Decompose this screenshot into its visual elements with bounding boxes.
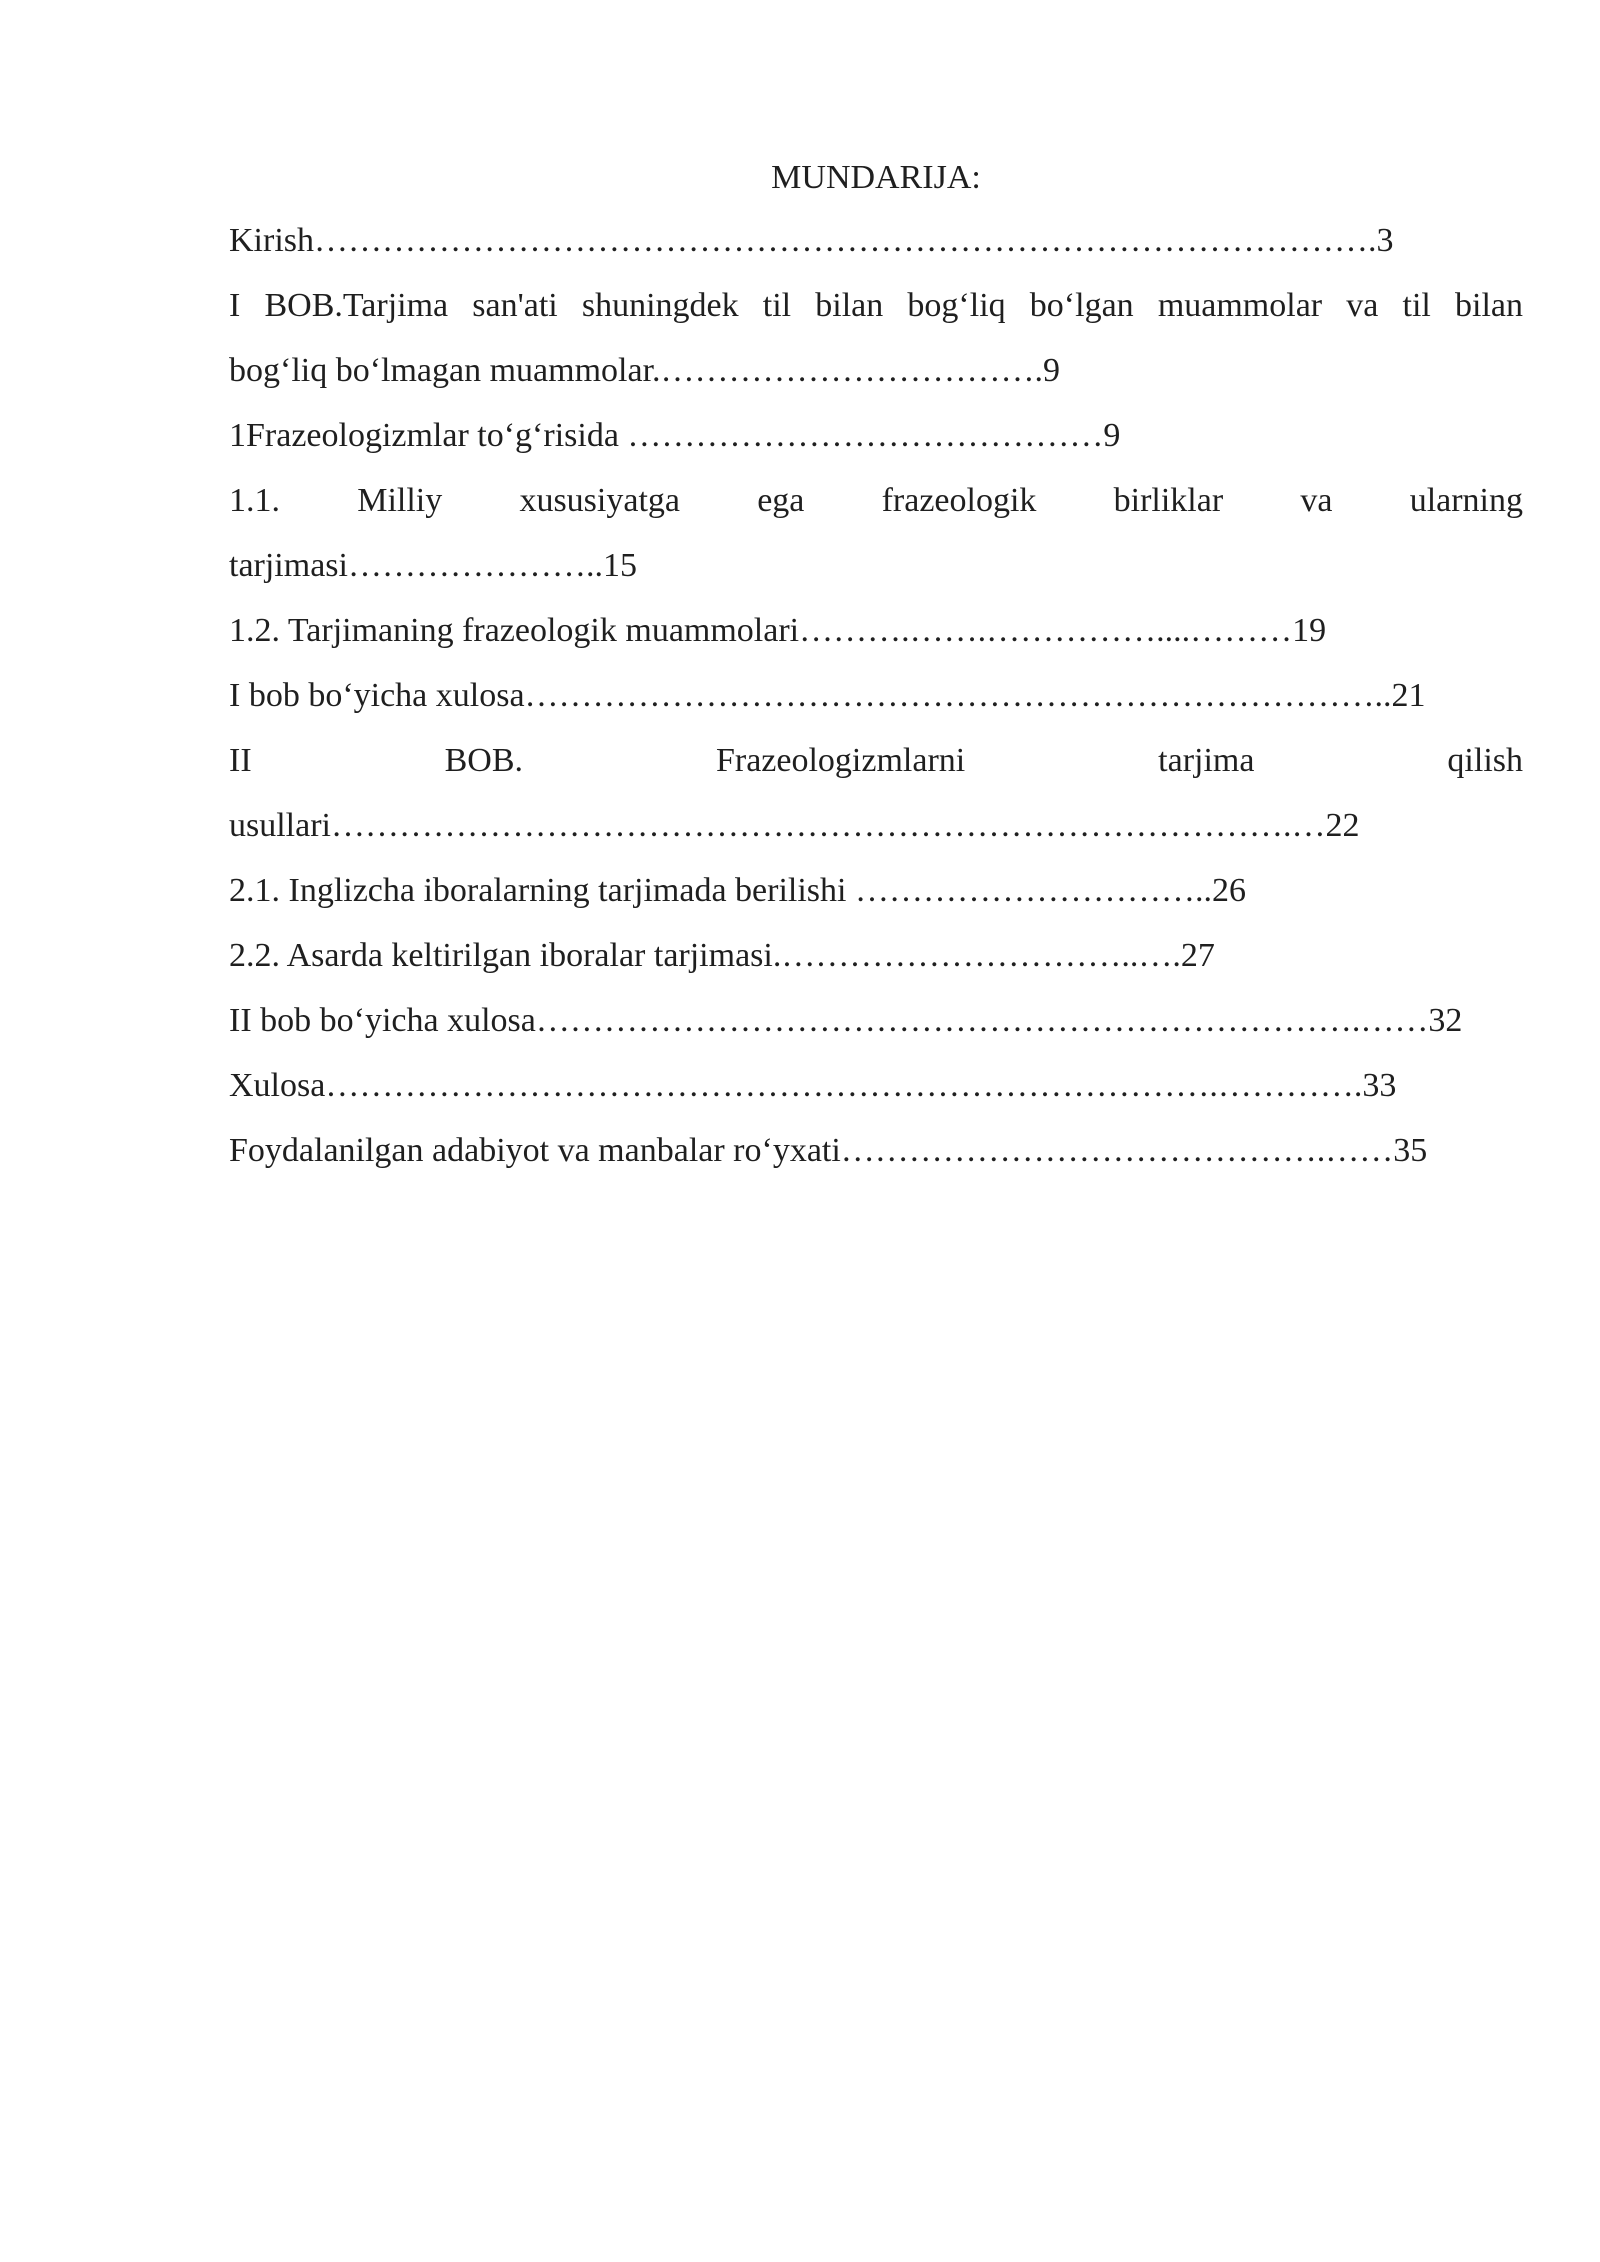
table-of-contents	[229, 148, 1523, 1183]
toc-entry-xulosa: Xulosa…………………………………………………………………….………….33	[229, 1067, 1397, 1104]
toc-entry-bob-2-xulosa: II bob bo‘yicha xulosa……………………………………………………………….……32	[229, 1002, 1463, 1039]
toc-entry-2-1: 2.1. Inglizcha iboralarning tarjimada berilishi …………………………..26	[229, 872, 1246, 909]
toc-entry-1-1-line-2: tarjimasi…………………..15	[229, 547, 637, 584]
toc-entry-bob-1-xulosa: I bob bo‘yicha xulosa…………………………………………………………………..21	[229, 677, 1426, 714]
toc-title: MUNDARIJA:	[771, 159, 981, 196]
toc-entry-kirish: Kirish………………………………………………………………………………….3	[229, 222, 1394, 259]
toc-entry-1-1-line-1: 1.1. Milliy xususiyatga ega frazeologik birliklar va ularning	[229, 482, 1523, 519]
toc-entry-1-2: 1.2. Tarjimaning frazeologik muammolari……….…….……………....………19	[229, 612, 1327, 649]
toc-entry-bob-1-line-2: bog‘liq bo‘lmagan muammolar.…………………………….9	[229, 352, 1061, 389]
toc-entry-adabiyotlar: Foydalanilgan adabiyot va manbalar ro‘yxati…………………………………….……35	[229, 1132, 1428, 1169]
toc-entry-2-2: 2.2. Asarda keltirilgan iboralar tarjimasi.…………………………..….27	[229, 937, 1215, 974]
toc-entry-bob-2-line-1: II BOB. Frazeologizmlarni tarjima qilish	[229, 742, 1523, 779]
toc-entry-bob-1-line-1: I BOB.Tarjima san'ati shuningdek til bilan bog‘liq bo‘lgan muammolar va til bilan	[229, 287, 1523, 324]
toc-entry-bob-2-line-2: usullari………………………………………………………………………….…22	[229, 807, 1360, 844]
toc-entry-frazeologizmlar: 1Frazeologizmlar to‘g‘risida ……………………………………9	[229, 417, 1121, 454]
